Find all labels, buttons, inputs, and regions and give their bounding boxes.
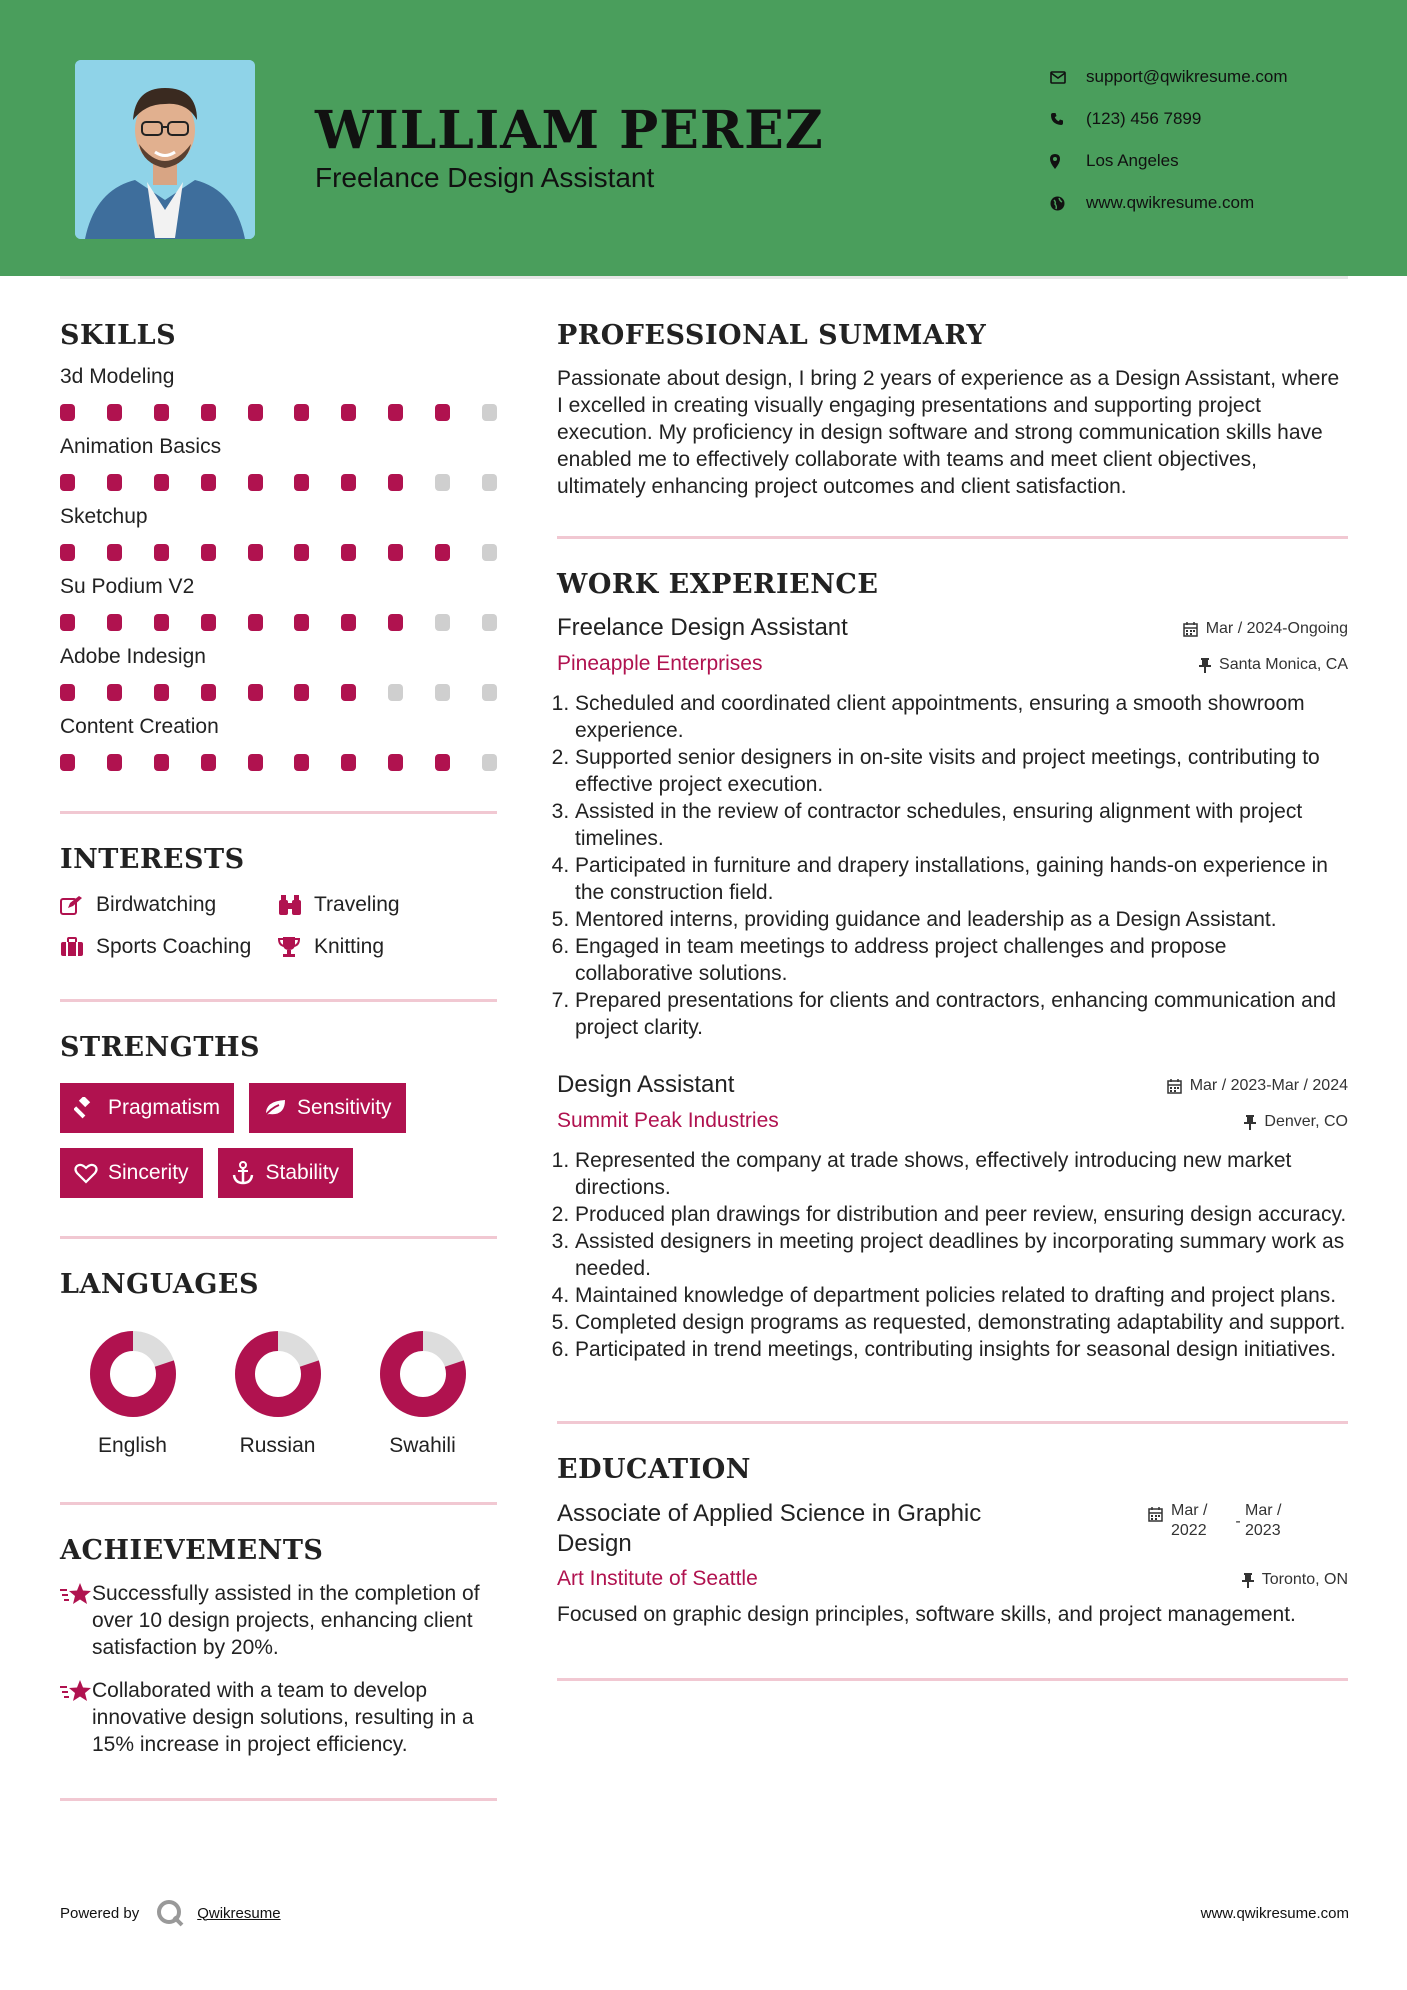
header-divider (60, 276, 1348, 279)
language-progress-ring (89, 1330, 177, 1418)
section-divider (60, 811, 497, 814)
summary-heading: PROFESSIONAL SUMMARY (557, 320, 987, 351)
education-dates (1148, 1501, 1348, 1541)
strength-tag (249, 1083, 406, 1133)
job-date (1167, 1077, 1348, 1095)
footer-website[interactable]: www.qwikresume.com (1200, 1905, 1349, 1922)
leaf-icon (263, 1098, 297, 1118)
job-location-text: Denver, CO (1264, 1113, 1348, 1130)
skill-dot-filled (60, 474, 75, 491)
summary-text: Passionate about design, I bring 2 years of experience as a Design Assistant, where I excelled in creating visually engaging presentations and supporting project execution. My proficiency in design software and strong communication skills have enabled me to effectively collaborate with teams and meet client objectives, ultimately enhancing project outcomes and client satisfaction. (557, 367, 1340, 498)
skill-name: Adobe Indesign (60, 645, 206, 668)
skill-dot-filled (341, 404, 356, 421)
skill-dot-filled (435, 544, 450, 561)
interest-item (60, 935, 278, 959)
education-entry (557, 1499, 1348, 1628)
skill-dot-filled (60, 544, 75, 561)
contact-location (1050, 140, 1288, 182)
skill-rating (60, 684, 497, 701)
section-divider (60, 1798, 497, 1801)
duty-item: 6. Participated in trend meetings, contributing insights for seasonal design initiatives. (575, 1336, 1348, 1363)
skill-dot-filled (154, 474, 169, 491)
contact-list (1050, 56, 1288, 224)
skill-dot-filled (154, 544, 169, 561)
skill-dot-filled (107, 474, 122, 491)
language-progress-ring (379, 1330, 467, 1418)
skill-dot-filled (201, 754, 216, 771)
skill-dot-filled (294, 614, 309, 631)
pushpin-icon (1242, 1573, 1254, 1588)
job-entry (557, 614, 1348, 1041)
strength-tag (218, 1148, 354, 1198)
skill-dot-filled (341, 614, 356, 631)
skill-dot-filled (341, 754, 356, 771)
strength-tag (60, 1083, 234, 1133)
job-header (557, 1071, 1348, 1099)
binoculars-icon (278, 894, 314, 916)
qwikresume-link[interactable]: Qwikresume (197, 1904, 281, 1922)
envelope-icon (1050, 71, 1086, 84)
languages-list (60, 1330, 497, 1458)
achievements-heading: ACHIEVEMENTS (60, 1535, 324, 1566)
calendar-icon (1183, 622, 1198, 637)
skill-dot-filled (154, 614, 169, 631)
skill-dot-filled (294, 474, 309, 491)
skill-rating (60, 474, 497, 491)
footer-powered-by (60, 1898, 281, 1928)
achievement-item (60, 1580, 497, 1661)
skill-dot-filled (154, 684, 169, 701)
star-icon (60, 1677, 92, 1758)
skill-dot-filled (388, 754, 403, 771)
skill-dot-filled (107, 684, 122, 701)
job-location-text: Santa Monica, CA (1219, 656, 1348, 673)
education-description: Focused on graphic design principles, software skills, and project management. (557, 1603, 1296, 1626)
job-location (1199, 656, 1348, 674)
interest-label: Sports Coaching (96, 935, 252, 958)
skill-dot-filled (201, 684, 216, 701)
duty-item: 1. Represented the company at trade shows, effectively introducing new market directions. (575, 1147, 1348, 1201)
education-header (557, 1499, 1348, 1559)
date-start: Mar / 2022 (1171, 1502, 1208, 1539)
education-location (1242, 1571, 1348, 1589)
strength-label: Sincerity (108, 1161, 189, 1184)
interest-label: Knitting (314, 935, 385, 958)
skill-dot-filled (294, 544, 309, 561)
strength-label: Sensitivity (297, 1096, 392, 1119)
pushpin-icon (1244, 1115, 1256, 1130)
job-date-text: Mar / 2024-Ongoing (1205, 620, 1348, 637)
skill-dot-filled (201, 544, 216, 561)
section-divider (60, 999, 497, 1002)
company-name: Pineapple Enterprises (557, 652, 763, 675)
qwikresume-logo-icon (155, 1898, 185, 1928)
pushpin-icon (1199, 658, 1211, 673)
language-name: English (98, 1434, 167, 1457)
language-item (350, 1330, 495, 1458)
duty-item: 5. Mentored interns, providing guidance and leadership as a Design Assistant. (575, 906, 1348, 933)
skill-dot-filled (388, 544, 403, 561)
duty-item: 5. Completed design programs as requested, demonstrating adaptability and support. (575, 1309, 1348, 1336)
language-name: Swahili (389, 1434, 456, 1457)
skill-name: Content Creation (60, 715, 219, 738)
skill-name: Animation Basics (60, 435, 222, 458)
skill-dot-filled (60, 404, 75, 421)
globe-icon (1050, 196, 1086, 211)
education-heading: EDUCATION (557, 1454, 751, 1485)
skill-dot-filled (154, 404, 169, 421)
skill-dot-filled (248, 474, 263, 491)
contact-phone-text: (123) 456 7899 (1086, 109, 1202, 128)
skill-dot-filled (341, 474, 356, 491)
job-date (1183, 620, 1348, 638)
degree-title: Associate of Applied Science in Graphic Design (557, 1500, 982, 1557)
skill-dot-filled (435, 754, 450, 771)
duty-item: 7. Prepared presentations for clients and contractors, enhancing communication and project clarity. (575, 987, 1348, 1041)
skill-dot-empty (482, 544, 497, 561)
skill-dot-empty (388, 684, 403, 701)
edit-icon (60, 895, 96, 915)
language-name: Russian (239, 1434, 316, 1457)
interest-item (278, 935, 478, 959)
calendar-icon (1148, 1507, 1163, 1522)
job-date-text: Mar / 2023-Mar / 2024 (1189, 1077, 1348, 1094)
job-title: Freelance Design Assistant (557, 614, 848, 641)
duty-item: 2. Supported senior designers in on-site visits and project meetings, contributing to effective project execution. (575, 744, 1348, 798)
interest-item (278, 893, 478, 917)
section-divider (60, 1502, 497, 1505)
skill-dot-filled (294, 404, 309, 421)
date-separator: - (1235, 1513, 1241, 1530)
trophy-icon (278, 936, 314, 958)
skill-dot-filled (388, 614, 403, 631)
map-pin-icon (1050, 154, 1086, 169)
skill-dot-filled (60, 614, 75, 631)
interest-item (60, 893, 278, 917)
profile-photo (75, 60, 255, 239)
skill-dot-empty (482, 754, 497, 771)
achievement-text: Collaborated with a team to develop innovative design solutions, resulting in a 15% increase in project efficiency. (92, 1679, 474, 1756)
skill-dot-filled (60, 684, 75, 701)
candidate-title: Freelance Design Assistant (315, 162, 655, 193)
skill-rating (60, 404, 497, 421)
star-icon (60, 1580, 92, 1661)
skill-dot-empty (482, 404, 497, 421)
phone-icon (1050, 112, 1086, 126)
contact-website-text: www.qwikresume.com (1086, 193, 1255, 212)
skill-dot-filled (201, 474, 216, 491)
skill-name: Sketchup (60, 505, 148, 528)
duties-list (557, 690, 1348, 1041)
skill-dot-filled (107, 614, 122, 631)
skill-dot-filled (107, 544, 122, 561)
contact-email[interactable] (1050, 56, 1288, 98)
experience-heading: WORK EXPERIENCE (557, 569, 879, 600)
skill-dot-filled (294, 754, 309, 771)
contact-location-text: Los Angeles (1086, 151, 1179, 170)
skill-dot-empty (482, 614, 497, 631)
skill-dot-empty (435, 614, 450, 631)
strength-label: Stability (265, 1161, 340, 1184)
skill-dot-filled (201, 614, 216, 631)
candidate-name: WILLIAM PEREZ (315, 100, 824, 161)
date-end: Mar / 2023 (1245, 1502, 1282, 1539)
heart-icon (74, 1163, 108, 1184)
interests-list (60, 893, 497, 959)
skill-dot-filled (388, 404, 403, 421)
powered-by-text: Powered by (60, 1904, 140, 1922)
job-subheader (557, 1109, 1348, 1133)
strength-tag (60, 1148, 203, 1198)
achievement-item (60, 1677, 497, 1758)
duty-item: 6. Engaged in team meetings to address project challenges and propose collaborative solutions. (575, 933, 1348, 987)
skill-dot-filled (248, 754, 263, 771)
skill-rating (60, 614, 497, 631)
school-name: Art Institute of Seattle (557, 1567, 758, 1590)
duty-item: 3. Assisted designers in meeting project deadlines by incorporating summary work as needed. (575, 1228, 1348, 1282)
duty-item: 2. Produced plan drawings for distribution and peer review, ensuring design accuracy. (575, 1201, 1348, 1228)
section-divider (557, 536, 1348, 539)
language-item (60, 1330, 205, 1458)
job-title: Design Assistant (557, 1071, 735, 1098)
duties-list (557, 1147, 1348, 1363)
skill-dot-empty (435, 474, 450, 491)
languages-heading: LANGUAGES (60, 1269, 259, 1300)
strength-label: Pragmatism (108, 1096, 221, 1119)
job-entry (557, 1071, 1348, 1363)
skill-rating (60, 544, 497, 561)
education-subheader (557, 1567, 1348, 1591)
skills-heading: SKILLS (60, 320, 177, 351)
achievements-list (60, 1580, 497, 1758)
interests-heading: INTERESTS (60, 844, 245, 875)
skill-dot-filled (388, 474, 403, 491)
calendar-icon (1167, 1079, 1182, 1094)
anchor-icon (232, 1161, 266, 1185)
skill-dot-empty (435, 684, 450, 701)
duty-item: 3. Assisted in the review of contractor schedules, ensuring alignment with project timelines. (575, 798, 1348, 852)
duty-item: 1. Scheduled and coordinated client appointments, ensuring a smooth showroom experience. (575, 690, 1348, 744)
skill-dot-filled (435, 404, 450, 421)
right-column (557, 320, 1348, 1681)
skill-rating (60, 754, 497, 771)
left-column (60, 320, 497, 1801)
skill-dot-filled (248, 404, 263, 421)
contact-phone[interactable] (1050, 98, 1288, 140)
skill-dot-filled (248, 544, 263, 561)
interest-label: Traveling (314, 893, 400, 916)
language-item (205, 1330, 350, 1458)
skill-dot-filled (154, 754, 169, 771)
strengths-list (60, 1083, 497, 1198)
section-divider (60, 1236, 497, 1239)
contact-email-text: support@qwikresume.com (1086, 67, 1288, 86)
briefcase-icon (60, 937, 96, 957)
achievement-text: Successfully assisted in the completion of over 10 design projects, enhancing client satisfaction by 20%. (92, 1582, 480, 1659)
skill-dot-empty (482, 474, 497, 491)
skill-dot-filled (107, 404, 122, 421)
strengths-heading: STRENGTHS (60, 1032, 260, 1063)
skill-dot-filled (248, 614, 263, 631)
contact-website[interactable] (1050, 182, 1288, 224)
skill-dot-filled (341, 544, 356, 561)
job-subheader (557, 652, 1348, 676)
skill-dot-filled (201, 404, 216, 421)
skill-name: Su Podium V2 (60, 575, 195, 598)
duty-item: 4. Maintained knowledge of department policies related to drafting and project plans. (575, 1282, 1348, 1309)
skill-name: 3d Modeling (60, 365, 175, 388)
interest-label: Birdwatching (96, 893, 217, 916)
skills-list (60, 365, 497, 771)
job-header (557, 614, 1348, 642)
skill-dot-empty (482, 684, 497, 701)
skill-dot-filled (60, 754, 75, 771)
language-progress-ring (234, 1330, 322, 1418)
skill-dot-filled (341, 684, 356, 701)
company-name: Summit Peak Industries (557, 1109, 779, 1132)
job-location (1244, 1113, 1348, 1131)
gavel-icon (74, 1097, 108, 1119)
section-divider (557, 1678, 1348, 1681)
education-location-text: Toronto, ON (1261, 1571, 1348, 1588)
skill-dot-filled (294, 684, 309, 701)
header-banner (0, 0, 1407, 276)
skill-dot-filled (248, 684, 263, 701)
duty-item: 4. Participated in furniture and drapery installations, gaining hands-on experience in the construction field. (575, 852, 1348, 906)
skill-dot-filled (107, 754, 122, 771)
section-divider (557, 1421, 1348, 1424)
